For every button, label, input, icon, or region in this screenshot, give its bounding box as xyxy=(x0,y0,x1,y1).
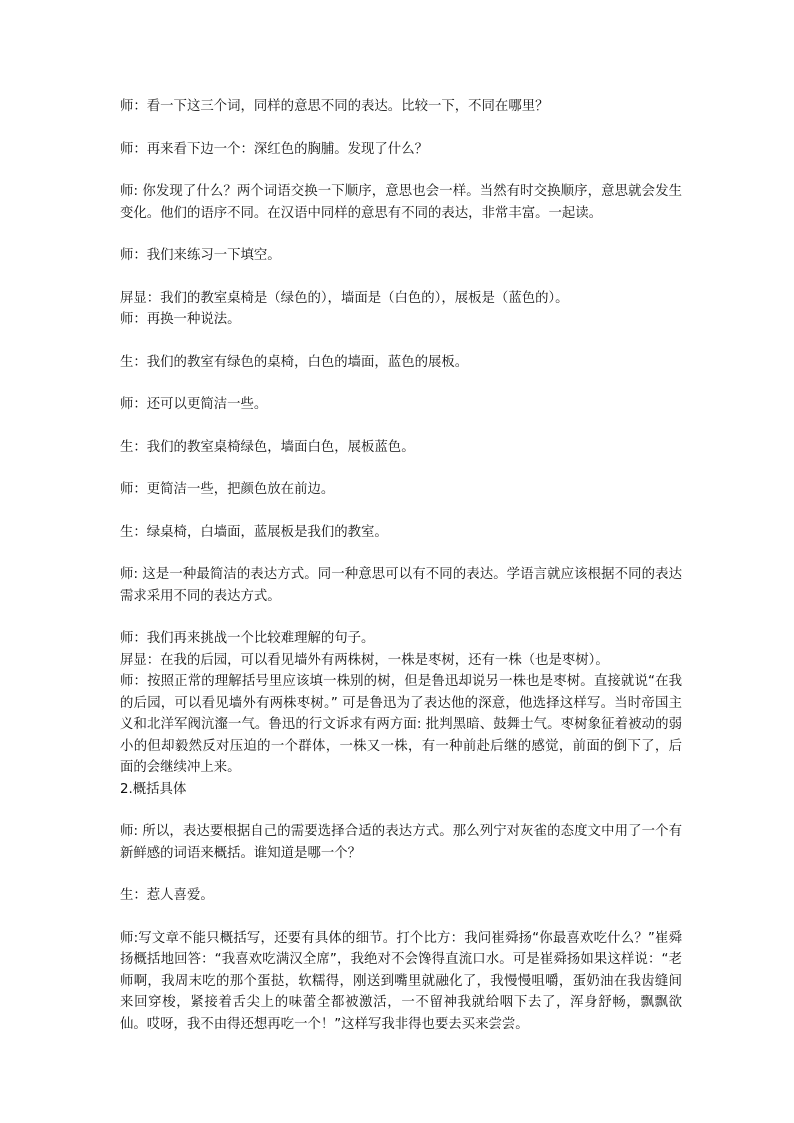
document-body xyxy=(120,96,682,1035)
paragraph: 师：更简洁一些，把颜色放在前边。 xyxy=(120,482,335,497)
section-heading: 2.概括具体 xyxy=(120,781,187,797)
paragraph: 生：我们的教室有绿色的桌椅，白色的墙面，蓝色的展板。 xyxy=(120,354,469,370)
paragraph: 师:写文章不能只概括写，还要有具体的细节。打个比方：我问崔舜扬“你最喜欢吃什么？”崔舜扬概括地回答：“我喜欢吃满汉全席”，我绝对不会馋得直流口水。可是崔舜扬如果这样说：“老师啊，我周末吃的那个蛋挞，软糯得，刚送到嘴里就融化了，我慢慢咀嚼，蛋奶油在我齿缝间来回穿梭，紧接着舌尖上的味蕾全都被激活，一不留神我就给咽下去了，浑身舒畅，飘飘欲仙。哎呀，我不由得还想再吃一个！”这样写我非得也要去买来尝尝。 xyxy=(120,930,682,1032)
paragraph: 师：看一下这三个词，同样的意思不同的表达。比较一下，不同在哪里？ xyxy=(120,99,549,114)
paragraph: 师：按照正常的理解括号里应该填一株别的树，但是鲁迅却说另一株也是枣树。直接就说“在我的后园，可以看见墙外有两株枣树。” 可是鲁迅为了表达他的深意，他选择这样写。当时帝国主义和北洋军阀沆瀣一气。鲁迅的行文诉求有两方面: 批判黑暗、鼓舞士气。枣树象征着被动的弱小的但却毅然反对压迫的一个群体，一株又一株，有一种前赴后继的感觉，前面的倒下了，后面的会继续冲上来。 xyxy=(120,674,682,775)
paragraph: 师：我们再来挑战一个比较难理解的句子。 xyxy=(120,631,375,646)
paragraph: 屏显：在我的后园，可以看见墙外有两株树，一株是枣树，还有一株（也是枣树）。 xyxy=(120,652,609,668)
paragraph: 师：再来看下边一个：深红色的胸脯。发现了什么？ xyxy=(120,141,428,157)
paragraph: 师: 你发现了什么？两个词语交换一下顺序，意思也会一样。当然有时交换顺序，意思就会发生变化。他们的语序不同。在汉语中同样的意思有不同的表达，非常丰富。一起读。 xyxy=(120,184,682,221)
paragraph: 师：再换一种说法。 xyxy=(120,312,241,327)
paragraph: 生：绿桌椅，白墙面，蓝展板是我们的教室。 xyxy=(120,524,388,540)
paragraph: 生：惹人喜爱。 xyxy=(120,888,214,903)
paragraph: 师: 这是一种最简洁的表达方式。同一种意思可以有不同的表达。学语言就应该根据不同的表达需求采用不同的表达方式。 xyxy=(120,567,682,604)
paragraph: 师：还可以更简洁一些。 xyxy=(120,397,268,412)
paragraph: 生：我们的教室桌椅绿色，墙面白色，展板蓝色。 xyxy=(120,439,415,455)
paragraph: 屏显：我们的教室桌椅是（绿色的），墙面是（白色的），展板是（蓝色的）。 xyxy=(120,290,569,306)
paragraph: 师：我们来练习一下填空。 xyxy=(120,248,281,263)
paragraph: 师: 所以，表达要根据自己的需要选择合适的表达方式。那么列宁对灰雀的态度文中用了一个有新鲜感的词语来概括。谁知道是哪一个？ xyxy=(120,824,682,861)
